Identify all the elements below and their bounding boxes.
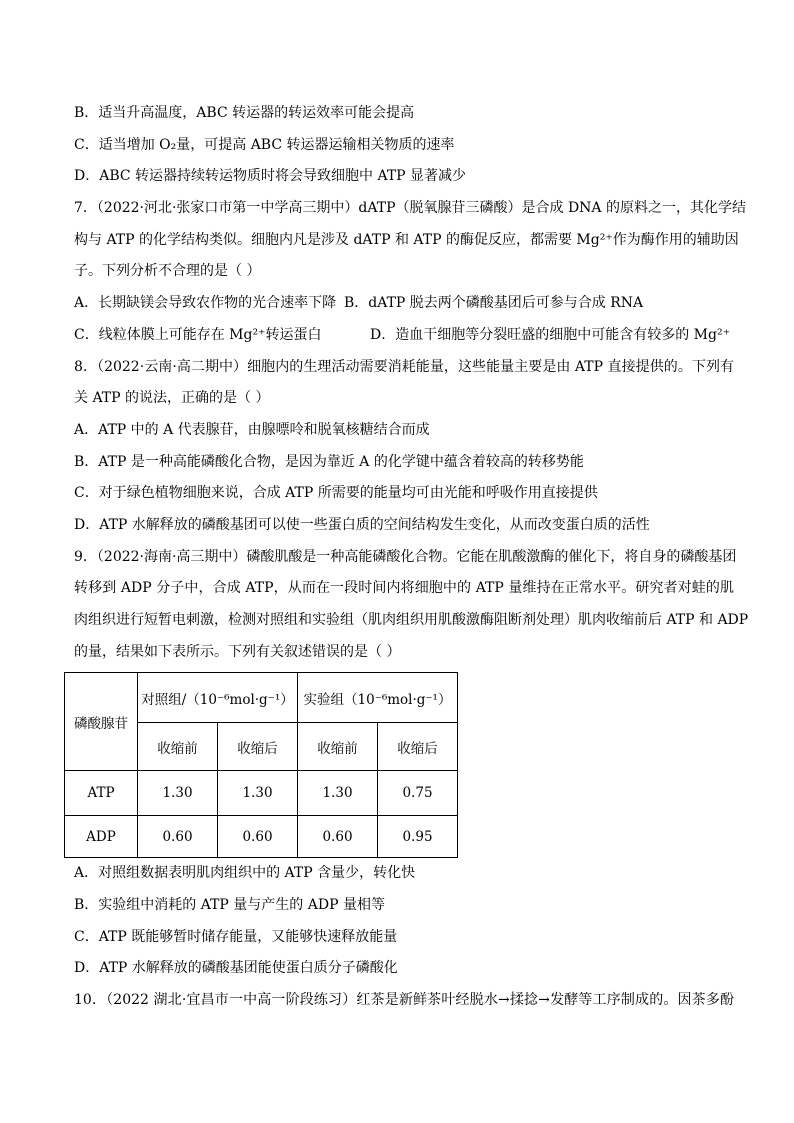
q7-stem-line-3: 子。下列分析不合理的是（ ） (74, 263, 261, 280)
table-header-experiment-group: 实验组（10⁻⁶mol·g⁻¹） (298, 673, 458, 723)
q8-stem-line-2: 关 ATP 的说法，正确的是（ ） (74, 390, 270, 407)
q7-stem-line-1: 7．（2022·河北·张家口市第一中学高三期中）dATP（脱氧腺苷三磷酸）是合成 DNA 的原料之一，其化学结 (74, 200, 746, 217)
table-row-label: ADP (65, 816, 138, 858)
table-row-label: ATP (65, 771, 138, 816)
q9-stem-line-2: 转移到 ADP 分子中，合成 ATP，从而在一段时间内将细胞中的 ATP 量维持在正常水平。研究者对蛙的肌 (74, 580, 734, 597)
question-6-options (74, 98, 734, 193)
table-row (65, 816, 458, 858)
table-subheader: 收缩后 (378, 723, 458, 771)
q9-option-a: A．对照组数据表明肌肉组织中的 ATP 含量少，转化快 (74, 865, 416, 882)
table-subheader: 收缩前 (138, 723, 218, 771)
question-9 (74, 542, 749, 986)
table-cell: 0.60 (138, 816, 218, 858)
table-cell: 0.60 (298, 816, 378, 858)
table-row (65, 771, 458, 816)
q10-stem-line-1: 10．（2022 湖北·宜昌市一中高一阶段练习）红茶是新鲜茶叶经脱水→揉捻→发酵等工序制成的。因茶多酚 (74, 992, 734, 1009)
q7-option-b: B．dATP 脱去两个磷酸基团后可参与合成 RNA (344, 295, 644, 312)
q7-stem-line-2: 构与 ATP 的化学结构类似。细胞内凡是涉及 dATP 和 ATP 的酶促反应，都需要 Mg²⁺作为酶作用的辅助因 (74, 231, 739, 248)
q9-stem-line-4: 的量，结果如下表所示。下列有关叙述错误的是（ ） (74, 643, 401, 660)
table-cell: 1.30 (218, 771, 298, 816)
q8-option-d: D．ATP 水解释放的磷酸基团可以使一些蛋白质的空间结构发生变化，从而改变蛋白质的活性 (74, 516, 650, 533)
table-cell: 0.75 (378, 771, 458, 816)
table-cell: 1.30 (138, 771, 218, 816)
q9-stem-line-1: 9．（2022·海南·高三期中）磷酸肌酸是一种高能磷酸化合物。它能在肌酸激酶的催化下，将自身的磷酸基团 (74, 548, 737, 565)
q9-stem-line-3: 肉组织进行短暂电刺激，检测对照组和实验组（肌肉组织用肌酸激酶阻断剂处理）肌肉收缩前后 ATP 和 ADP (74, 612, 749, 628)
question-8 (74, 352, 734, 542)
q8-option-c: C．对于绿色植物细胞来说，合成 ATP 所需要的能量均可由光能和呼吸作用直接提供 (74, 485, 598, 502)
question-7 (74, 193, 746, 351)
table-cell: 0.60 (218, 816, 298, 858)
table-corner-header: 磷酸腺苷 (65, 673, 138, 771)
table-cell: 0.95 (378, 816, 458, 858)
q7-option-c: C．线粒体膜上可能存在 Mg²⁺转运蛋白 (74, 326, 322, 343)
question-10 (74, 985, 734, 1017)
table-cell: 1.30 (298, 771, 378, 816)
table-subheader: 收缩前 (298, 723, 378, 771)
table-header-control-group: 对照组/（10⁻⁶mol·g⁻¹） (138, 673, 298, 723)
q9-option-b: B．实验组中消耗的 ATP 量与产生的 ADP 量相等 (74, 897, 385, 914)
q6-option-b: B．适当升高温度，ABC 转运器的转运效率可能会提高 (74, 105, 415, 121)
q8-option-a: A．ATP 中的 A 代表腺苷，由腺嘌呤和脱氧核糖结合而成 (74, 421, 430, 438)
q8-option-b: B．ATP 是一种高能磷酸化合物，是因为靠近 A 的化学键中蕴含着较高的转移势能 (74, 453, 584, 470)
q9-option-c: C．ATP 既能够暂时储存能量，又能够快速释放能量 (74, 928, 398, 945)
q6-option-c: C．适当增加 O₂量，可提高 ABC 转运器运输相关物质的速率 (74, 136, 455, 153)
q9-option-d: D．ATP 水解释放的磷酸基团能使蛋白质分子磷酸化 (74, 960, 398, 977)
q6-option-d: D．ABC 转运器持续转运物质时将会导致细胞中 ATP 显著减少 (74, 168, 467, 185)
q7-option-d: D．造血干细胞等分裂旺盛的细胞中可能含有较多的 Mg²⁺ (370, 326, 730, 343)
worksheet-page (74, 98, 749, 1017)
table-subheader: 收缩后 (218, 723, 298, 771)
q7-option-a: A．长期缺镁会导致农作物的光合速率下降 (74, 295, 337, 312)
q8-stem-line-1: 8．（2022·云南·高二期中）细胞内的生理活动需要消耗能量，这些能量主要是由 ATP 直接提供的。下列有 (74, 358, 734, 375)
atp-adp-table (64, 672, 458, 858)
